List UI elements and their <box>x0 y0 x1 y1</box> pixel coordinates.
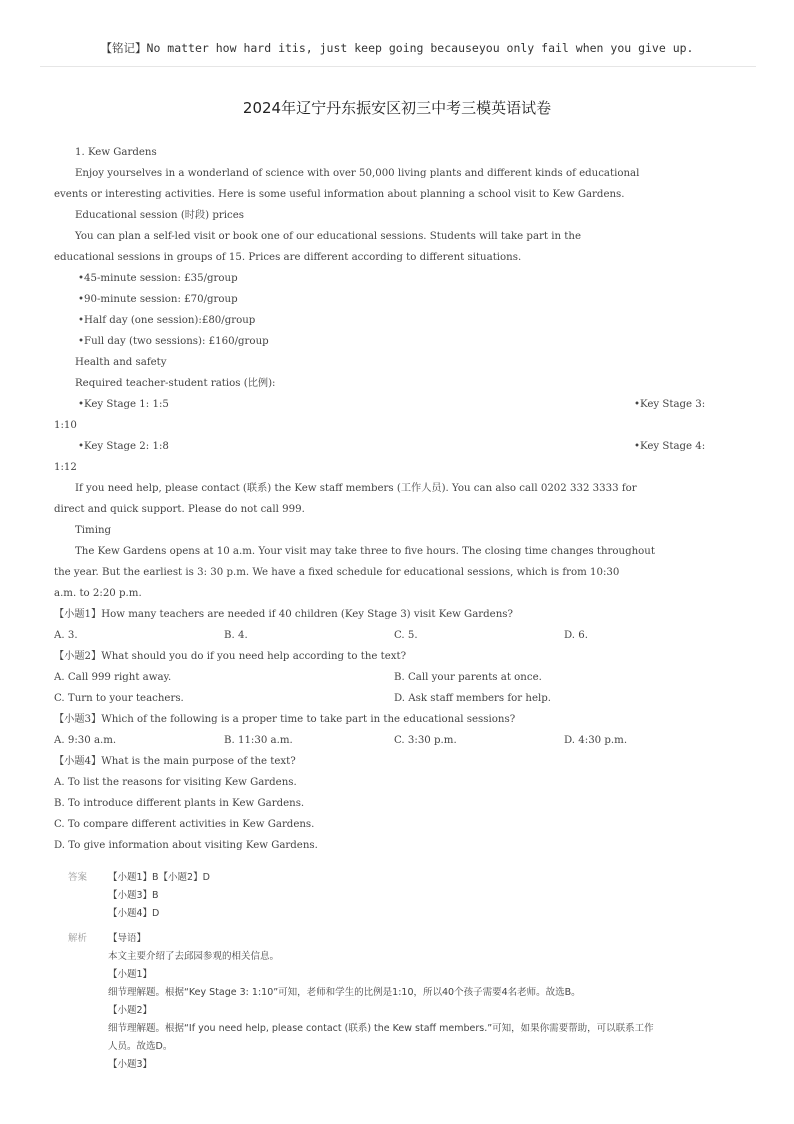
section-heading: Timing <box>75 525 112 536</box>
analysis-line: 【小题3】 <box>108 1059 153 1070</box>
question-stem: 【小题1】How many teachers are needed if 40 children (Key Stage 3) visit Kew Gardens? <box>54 609 513 620</box>
section-heading: Health and safety <box>75 357 167 368</box>
option-c: C. Turn to your teachers. <box>54 693 184 704</box>
question-stem: 【小题3】Which of the following is a proper time to take part in the educational sessions? <box>54 714 516 725</box>
option-a: A. 3. <box>54 630 78 641</box>
question-options <box>54 688 734 709</box>
ratio-ks3: •Key Stage 3: <box>634 399 706 410</box>
passage-paragraph: educational sessions in groups of 15. Prices are different according to different situations. <box>54 252 522 263</box>
analysis-label: 解析 <box>68 933 88 944</box>
question-options <box>54 667 734 688</box>
passage-paragraph: the year. But the earliest is 3: 30 p.m. We have a fixed schedule for educational sessions, which is from 10:30 <box>54 567 620 578</box>
motto-banner: 【铭记】No matter how hard itis, just keep going becauseyou only fail when you give up. <box>100 41 694 55</box>
option-d: D. 4:30 p.m. <box>564 735 628 746</box>
ratio-ks3-value: 1:10 <box>54 420 77 431</box>
ratio-ks4: •Key Stage 4: <box>634 441 706 452</box>
answer-line: 【小题4】D <box>108 908 160 919</box>
page-title: 2024年辽宁丹东振安区初三中考三模英语试卷 <box>242 99 552 117</box>
analysis-line: 细节理解题。根据“Key Stage 3: 1:10”可知，老师和学生的比例是1:10，所以40个孩子需要4名老师。故选B。 <box>108 987 581 998</box>
passage-paragraph: The Kew Gardens opens at 10 a.m. Your visit may take three to five hours. The closing time changes throughout <box>75 546 655 557</box>
section-heading: Educational session (时段) prices <box>75 210 244 221</box>
analysis-line: 人员。故选D。 <box>108 1041 173 1052</box>
option-b: B. To introduce different plants in Kew Gardens. <box>54 798 305 809</box>
ratio-ks1: •Key Stage 1: 1:5 <box>78 399 169 410</box>
question-options <box>54 730 734 751</box>
ratio-ks4-value: 1:12 <box>54 462 77 473</box>
answer-line: 【小题3】B <box>108 890 159 901</box>
question-stem: 【小题4】What is the main purpose of the text? <box>54 756 296 767</box>
option-c: C. 3:30 p.m. <box>394 735 457 746</box>
price-item: •Full day (two sessions): £160/group <box>78 336 269 347</box>
option-a: A. Call 999 right away. <box>54 672 172 683</box>
header-divider <box>40 66 756 67</box>
answer-label: 答案 <box>68 872 88 883</box>
ratio-row <box>54 436 734 457</box>
answer-line: 【小题1】B【小题2】D <box>108 872 210 883</box>
section-heading: Required teacher-student ratios (比例): <box>75 378 276 389</box>
option-c: C. 5. <box>394 630 418 641</box>
option-a: A. To list the reasons for visiting Kew Gardens. <box>54 777 297 788</box>
price-item: •90-minute session: £70/group <box>78 294 238 305</box>
question-stem: 【小题2】What should you do if you need help according to the text? <box>54 651 407 662</box>
analysis-line: 【小题1】 <box>108 969 153 980</box>
passage-body <box>54 142 734 856</box>
analysis-line: 本文主要介绍了去邱园参观的相关信息。 <box>108 951 280 962</box>
passage-paragraph: You can plan a self-led visit or book one of our educational sessions. Students will take part in the <box>75 231 581 242</box>
passage-heading: 1. Kew Gardens <box>75 147 157 158</box>
analysis-line: 【导语】 <box>108 933 147 944</box>
price-item: •Half day (one session):£80/group <box>78 315 256 326</box>
passage-paragraph: events or interesting activities. Here is some useful information about planning a school visit to Kew Gardens. <box>54 189 625 200</box>
price-item: •45-minute session: £35/group <box>78 273 238 284</box>
option-b: B. 11:30 a.m. <box>224 735 293 746</box>
option-d: D. To give information about visiting Kew Gardens. <box>54 840 318 851</box>
question-options <box>54 625 734 646</box>
passage-paragraph: direct and quick support. Please do not call 999. <box>54 504 305 515</box>
option-b: B. 4. <box>224 630 248 641</box>
passage-paragraph: If you need help, please contact (联系) the Kew staff members (工作人员). You can also call 0202 332 3333 for <box>75 483 637 494</box>
ratio-ks2: •Key Stage 2: 1:8 <box>78 441 169 452</box>
option-a: A. 9:30 a.m. <box>54 735 117 746</box>
option-d: D. Ask staff members for help. <box>394 693 552 704</box>
ratio-row <box>54 394 734 415</box>
option-b: B. Call your parents at once. <box>394 672 542 683</box>
passage-paragraph: a.m. to 2:20 p.m. <box>54 588 142 599</box>
analysis-line: 【小题2】 <box>108 1005 153 1016</box>
passage-paragraph: Enjoy yourselves in a wonderland of science with over 50,000 living plants and different kinds of educational <box>75 168 640 179</box>
option-c: C. To compare different activities in Kew Gardens. <box>54 819 315 830</box>
analysis-line: 细节理解题。根据“If you need help, please contact (联系) the Kew staff members.”可知，如果你需要帮助，可以联系工作 <box>108 1023 654 1034</box>
option-d: D. 6. <box>564 630 589 641</box>
